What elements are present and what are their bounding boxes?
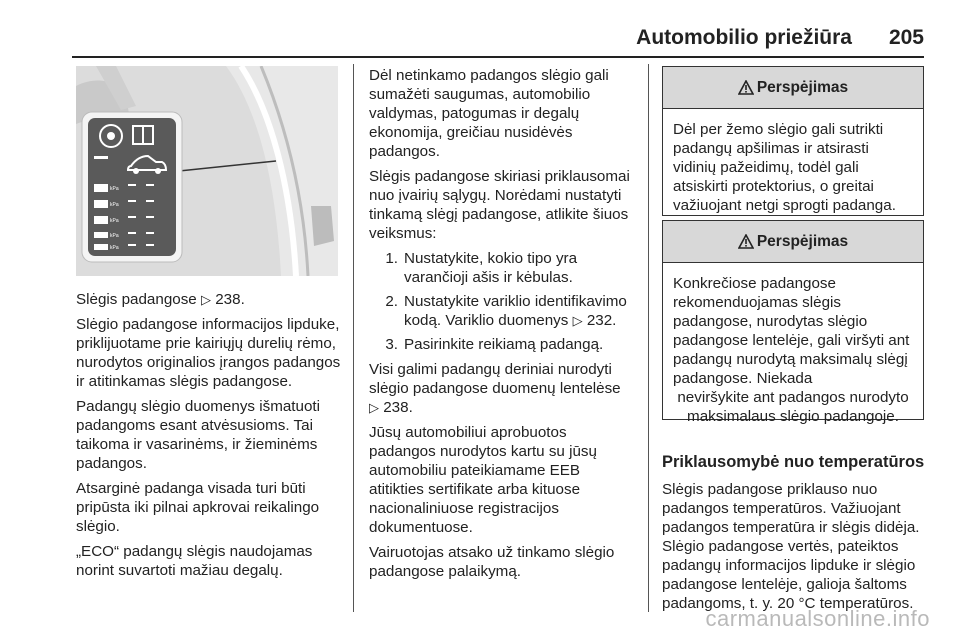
list-item [369,335,635,354]
svg-text:kPa: kPa [110,186,119,192]
list-item [369,249,635,287]
step-number: 1. [385,250,398,267]
svg-text:kPa: kPa [110,218,119,224]
warning-triangle-icon [738,234,754,249]
warning-box-2 [662,220,924,425]
paragraph-incorrect-pressure: Dėl netinkamo padangos slėgio gali sumažėti saugumas, automobilio valdymas, patogumas ir degalų ekonomija, greičiau nusidėvės padangos. [369,67,609,160]
step-text: Nustatykite, kokio tipo yra varančioji ašis ir kėbulas. [404,250,578,286]
warning-header [663,67,923,109]
header-rule [72,56,924,58]
paragraph-pressure-varies: Slėgis padangose skiriasi priklausomai nuo įvairių sąlygų. Norėdami nustatyti tinkamą slėgį padangose, atlikite šiuos veiksmus: [369,168,630,242]
svg-text:kPa: kPa [110,233,119,239]
warning-title: Perspėjimas [756,78,849,96]
svg-text:kPa: kPa [110,245,119,251]
warning-body-centered: neviršykite ant padangos nurodyto maksimalaus slėgio padangoje. [677,389,909,425]
step-number: 3. [385,336,398,353]
temperature-section [662,452,928,619]
warning-header [663,221,923,263]
warning-body [663,263,923,436]
caption-ref-link[interactable]: 238. [215,291,245,308]
paragraph-approved-tires: Jūsų automobiliui aprobuotos padangos nurodytos kartu su jūsų automobiliu pateikiamame EEB atitikties sertifikate arba kituose nacionaliniuose registracijos dokumentuose. [369,424,597,536]
paragraph-combinations [369,360,635,417]
step-text-body: Nustatykite variklio identifikavimo kodą. Variklio duomenys [404,293,627,329]
step-text [404,292,635,330]
column-middle [369,66,635,587]
warning-body: Dėl per žemo slėgio gali sutrikti padangų apšilimas ir atsirasti vidinių pažeidimų, todėl gali atsiskirti protektorius, o greitai važiuojant netgi sprogti padanga. [673,121,896,214]
warning-title: Perspėjimas [756,232,849,250]
paragraph-spare-tire: Atsarginė padanga visada turi būti pripūsta iki pilnai apkrovai reikalingo slėgio. [76,480,320,535]
tire-pressure-label-illustration [76,66,338,276]
step-text: Pasirinkite reikiamą padangą. [404,336,604,353]
svg-text:kPa: kPa [110,202,119,208]
paragraph-eco: „ECO“ padangų slėgis naudojamas norint suvartoti mažiau degalų. [76,543,313,579]
warning-triangle-icon [738,80,754,95]
warning-body-text: Konkrečiose padangose rekomenduojamas slėgis padangose, nurodytas slėgio padangose lentelėje, gali viršyti ant padangų nurodytą maksimalų slėgį padangose. Niekada [673,275,910,387]
paragraph-temperature: Slėgis padangose priklauso nuo padangos temperatūros. Važiuojant padangos temperatūra ir slėgis didėja. Slėgio padangose vertės, pateiktos padangų informacijos lipduke ir slėgio padangose lentelėje, galioja šaltoms padangoms, t. y. 20 °C temperatūros. [662,481,920,612]
xref-arrow-icon: ▷ [572,313,583,328]
xref-arrow-icon: ▷ [201,292,211,307]
steps-list [369,249,635,354]
column-divider-2 [648,64,649,612]
step-number: 2. [385,293,398,310]
paragraph-label-info: Slėgio padangose informacijos lipduke, priklijuotame prie kairiųjų durelių rėmo, nurodytos originalios įrangos padangos ir atitinkamas slėgis padangose. [76,316,341,390]
page-number: 205 [888,26,924,49]
paragraph-cold-tires: Padangų slėgio duomenys išmatuoti padangoms esant atvėsusioms. Tai taikoma ir vasarinėms, ir žieminėms padangos. [76,398,320,472]
section-heading: Priklausomybė nuo temperatūros [662,453,925,471]
caption-text: Slėgis padangose [76,291,197,308]
warning-box-1 [662,66,924,216]
list-item [369,292,635,330]
header-title: Automobilio priežiūra [636,26,852,49]
column-left [76,290,344,586]
xref-link[interactable]: 238. [383,399,413,416]
watermark: carmanualsonline.info [705,606,930,631]
combinations-text: Visi galimi padangų deriniai nurodyti slėgio padangose duomenų lentelėse [369,361,621,397]
xref-link[interactable]: 232. [586,312,617,329]
paragraph-driver-responsibility: Vairuotojas atsako už tinkamo slėgio padangose palaikymą. [369,544,615,580]
figure-caption [76,290,344,309]
xref-arrow-icon: ▷ [369,400,379,415]
column-divider-1 [353,64,354,612]
door-striker [311,206,334,246]
